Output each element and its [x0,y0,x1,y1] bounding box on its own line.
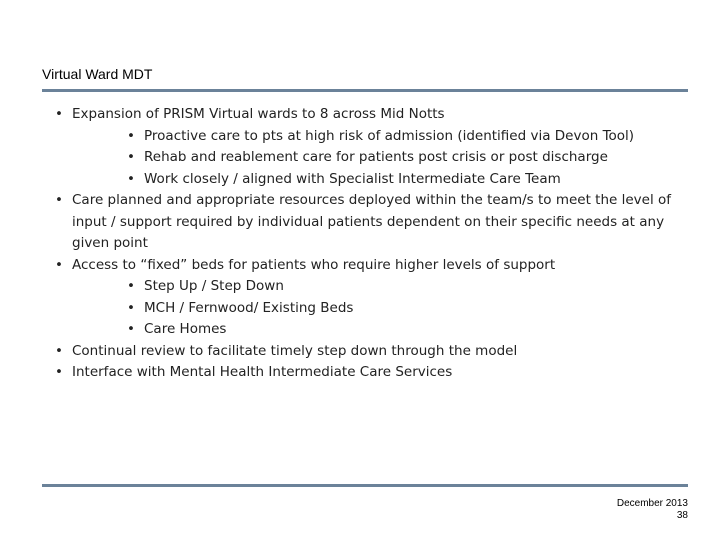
bullet-item: • Interface with Mental Health Intermediate Care Services [52,362,692,384]
sub-bullet-item: • MCH / Fernwood/ Existing Beds [124,298,692,320]
slide-footer [617,498,688,522]
slide-title: Virtual Ward MDT [42,66,153,82]
sub-bullet-item: • Rehab and reablement care for patients post crisis or post discharge [124,147,692,169]
footer-divider [42,484,688,487]
bullet-item: • Access to “fixed” beds for patients who require higher levels of support [52,255,692,277]
sub-bullet-item: • Work closely / aligned with Specialist Intermediate Care Team [124,169,692,191]
page-number: 38 [676,510,688,521]
bullet-item: • Expansion of PRISM Virtual wards to 8 across Mid Notts [52,104,692,126]
title-divider [42,89,688,92]
bullet-list [52,104,692,384]
sub-bullet-item: • Step Up / Step Down [124,276,692,298]
bullet-item: • Continual review to facilitate timely step down through the model [52,341,692,363]
sub-bullet-item: • Proactive care to pts at high risk of admission (identified via Devon Tool) [124,126,692,148]
sub-bullet-item: • Care Homes [124,319,692,341]
bullet-item: • Care planned and appropriate resources deployed within the team/s to meet the level of input / support required by individual patients dependent on their specific needs at any given point [52,190,692,255]
footer-date: December 2013 [616,498,688,509]
